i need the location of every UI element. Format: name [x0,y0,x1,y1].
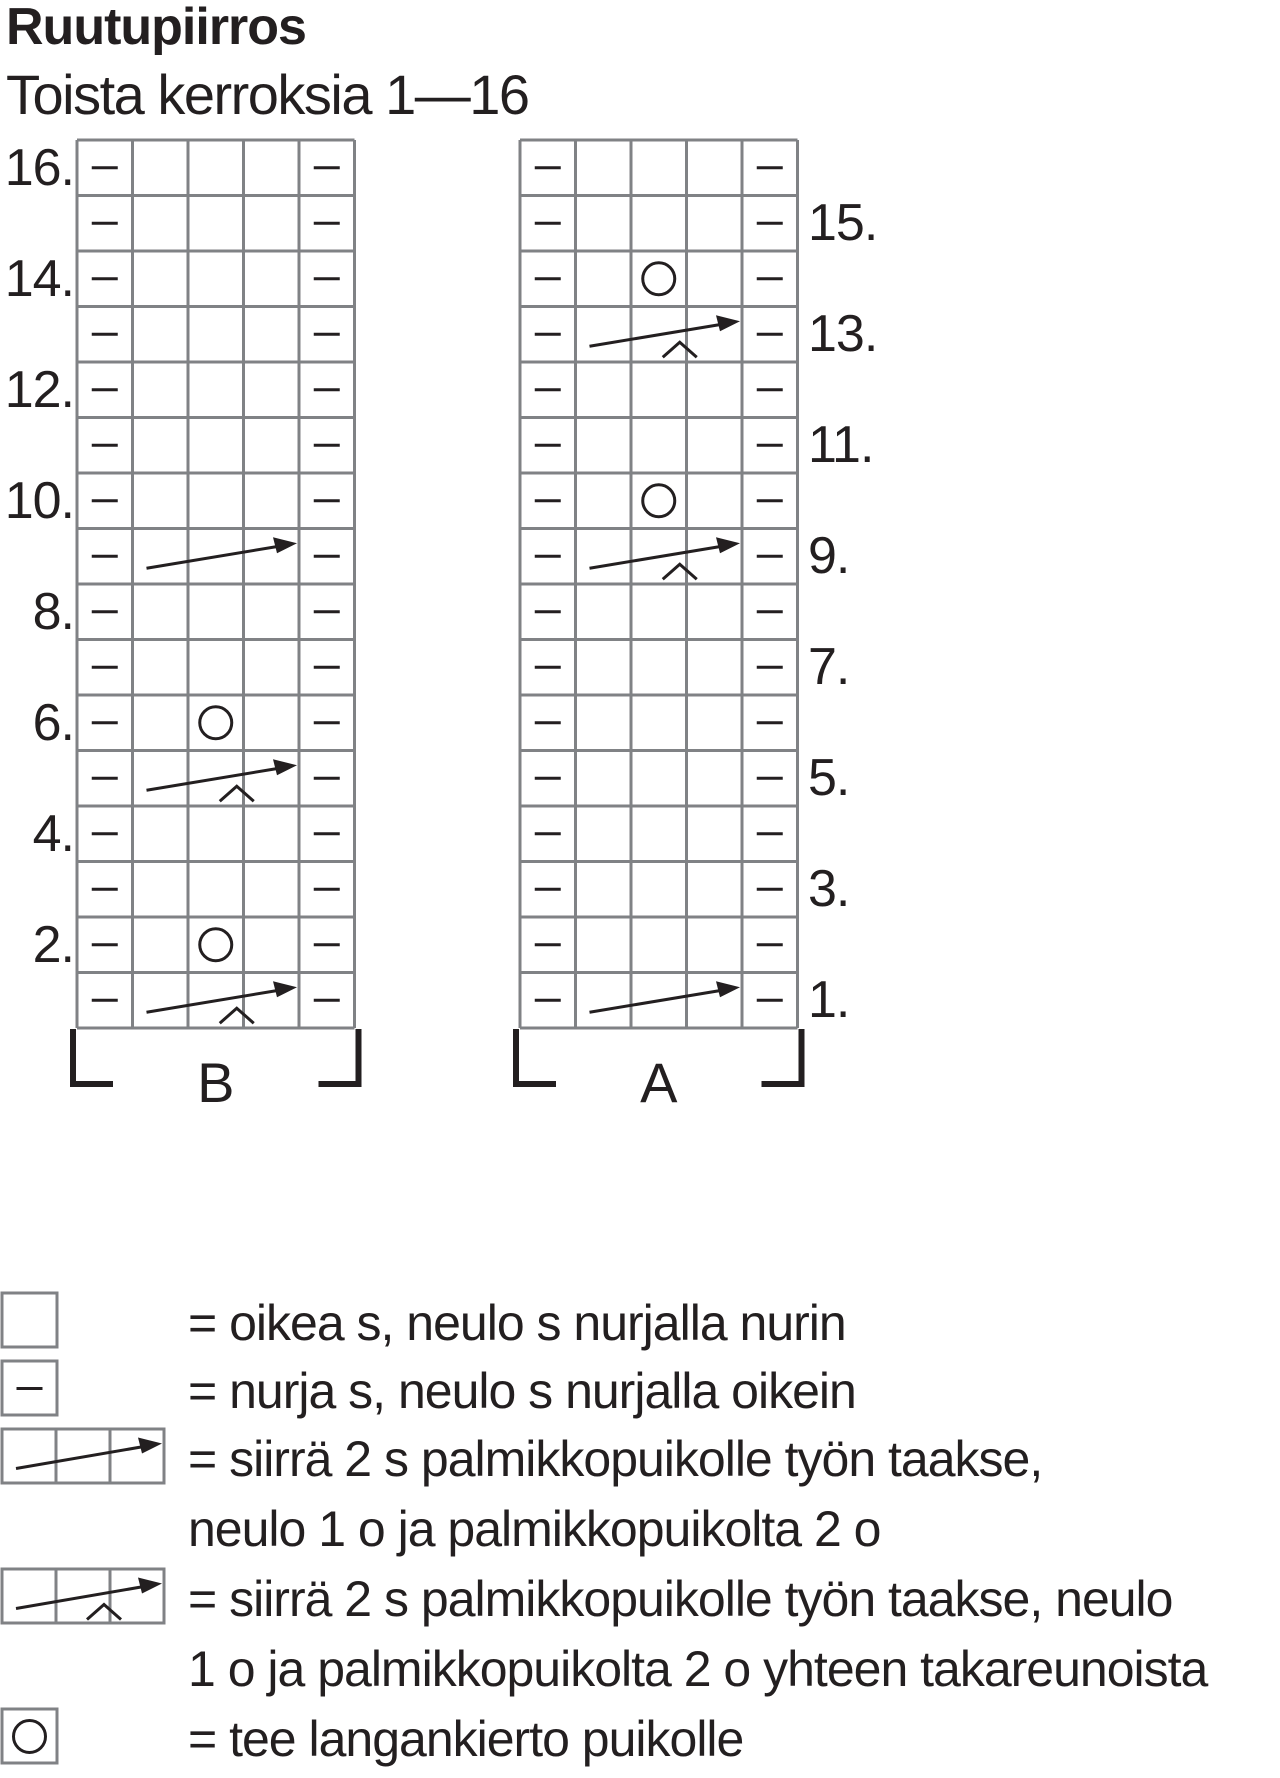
chart-row-14 [535,263,783,295]
row-number-label: 3. [808,860,850,919]
legend-symbol-yo [2,1709,57,1763]
repeat-bracket-left [73,1029,113,1084]
row-number-label: 7. [808,638,850,697]
row-number-label: 5. [808,749,850,808]
chart-row-9 [535,537,783,579]
chart-row-13 [535,315,783,357]
chart-row-1 [92,981,340,1023]
legend-text-purl: = nurja s, neulo s nurjalla oikein [188,1363,856,1419]
row-number-label: 2. [32,915,74,974]
legend-text-knit: = oikea s, neulo s nurjalla nurin [188,1295,846,1351]
row-number-label: 13. [808,305,878,364]
cable-decrease-icon [590,537,741,579]
chart-title: Ruutupiirros [6,0,306,56]
legend-text-yo: = tee langankierto puikolle [188,1711,744,1767]
cable-arrow-icon [147,537,298,568]
chart-name-a: A [640,1051,678,1114]
grid-lines [77,140,355,1028]
legend-text-cable-dec: = siirrä 2 s palmikkopuikolle työn taakse, neulo [188,1571,1173,1627]
yarn-over-circle-icon [14,1721,46,1753]
repeat-bracket-right [319,1029,359,1084]
yarn-over-circle-icon [643,485,675,517]
cable-decrease-icon [16,1578,162,1620]
row-number-label: 6. [32,693,74,752]
legend-symbol-cable [2,1429,164,1483]
legend-symbol-purl [2,1361,57,1415]
chart-row-5 [92,759,340,801]
repeat-bracket-left [516,1029,556,1084]
yarn-over-circle-icon [643,263,675,295]
row-number-label: 8. [32,582,74,641]
cable-decrease-icon [147,981,298,1023]
legend-symbol-cable-dec [2,1569,164,1623]
repeat-instruction: Toista kerroksia 1—16 [6,63,529,126]
legend-text-cable-dec: 1 o ja palmikkopuikolta 2 o yhteen takareunoista [188,1641,1208,1697]
cable-arrow-icon [16,1438,162,1469]
row-number-label: 14. [4,249,74,308]
cable-arrow-icon [590,981,741,1012]
row-number-label: 9. [808,527,850,586]
chart-row-1 [535,981,783,1012]
legend-text-cable: neulo 1 o ja palmikkopuikolta 2 o [188,1501,881,1557]
row-number-label: 12. [4,360,74,419]
chart-row-2 [92,929,340,961]
chart-name-b: B [197,1051,235,1114]
row-number-label: 16. [4,138,74,197]
cable-decrease-icon [590,315,741,357]
chart-a [516,140,802,1084]
chart-row-10 [535,485,783,517]
row-number-label: 1. [808,971,850,1030]
row-number-label: 15. [808,194,878,253]
chart-b [73,140,359,1084]
chart-row-9 [92,537,340,568]
row-number-label: 11. [808,416,874,475]
legend-text-cable: = siirrä 2 s palmikkopuikolle työn taakse, [188,1431,1043,1487]
row-number-label: 4. [32,804,74,863]
repeat-bracket-right [762,1029,802,1084]
grid-lines [520,140,798,1028]
legend-symbol-knit [2,1293,57,1347]
yarn-over-circle-icon [200,929,232,961]
row-number-label: 10. [4,471,74,530]
chart-row-6 [92,707,340,739]
yarn-over-circle-icon [200,707,232,739]
cable-decrease-icon [147,759,298,801]
